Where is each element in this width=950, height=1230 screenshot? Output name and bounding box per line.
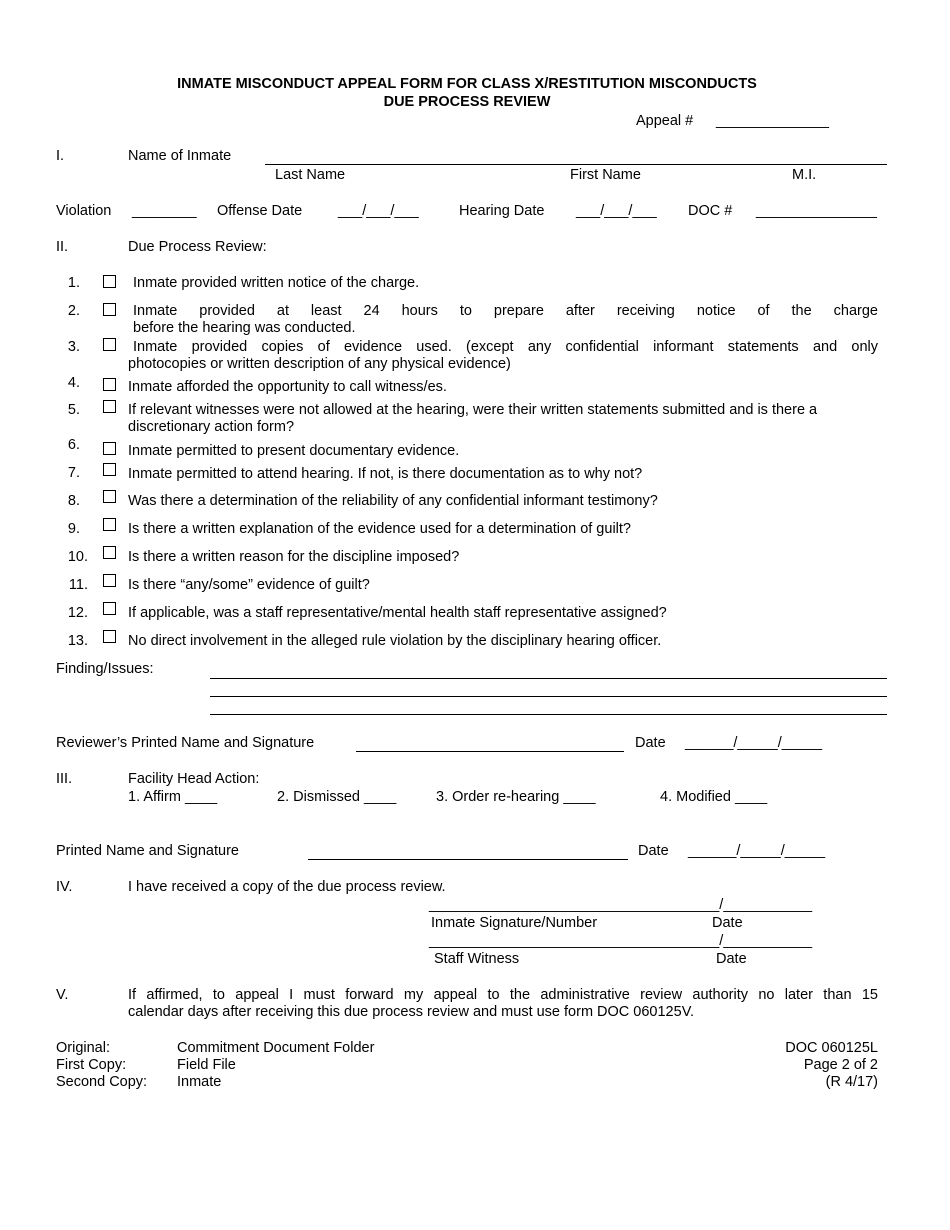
- item-number: 10.: [67, 549, 88, 565]
- section-1-numeral: I.: [56, 148, 65, 164]
- inmate-name-field[interactable]: [265, 164, 887, 165]
- hearing-date-label: Hearing Date: [459, 203, 545, 219]
- item-number: 6.: [67, 437, 80, 453]
- item-10-checkbox[interactable]: [103, 546, 116, 559]
- appeal-instruction-line-2: calendar days after receiving this due process review and must use form DOC 060125V.: [128, 1004, 695, 1020]
- offense-date-label: Offense Date: [217, 203, 303, 219]
- printed-name-signature-label: Printed Name and Signature: [56, 843, 239, 859]
- findings-line-3[interactable]: [210, 714, 887, 715]
- item-3-checkbox[interactable]: [103, 338, 116, 351]
- item-number: 8.: [67, 493, 80, 509]
- violation-field[interactable]: ________: [132, 203, 197, 219]
- section-4-numeral: IV.: [56, 879, 73, 895]
- option-order-rehearing[interactable]: 3. Order re-hearing ____: [436, 789, 596, 805]
- item-number: 13.: [67, 633, 88, 649]
- witness-date-caption: Date: [716, 951, 747, 967]
- item-5-text-cont: discretionary action form?: [128, 419, 295, 435]
- item-1-text: Inmate provided written notice of the charge.: [133, 275, 420, 291]
- item-3-text: Inmate provided copies of evidence used. (except any confidential informant statements and only: [133, 339, 878, 355]
- item-1-checkbox[interactable]: [103, 275, 116, 288]
- item-number: 7.: [67, 465, 80, 481]
- reviewer-date-label: Date: [635, 735, 666, 751]
- option-modified[interactable]: 4. Modified ____: [660, 789, 768, 805]
- appeal-number-label: Appeal #: [636, 113, 694, 129]
- staff-witness-field[interactable]: ____________________________________/___________: [429, 933, 813, 949]
- reviewer-signature-field[interactable]: [356, 751, 624, 752]
- doc-number-label: DOC #: [688, 203, 733, 219]
- printed-name-signature-field[interactable]: [308, 859, 628, 860]
- item-4-text: Inmate afforded the opportunity to call witness/es.: [128, 379, 447, 395]
- reviewer-date-field[interactable]: ______/_____/_____: [685, 735, 823, 751]
- section-5-numeral: V.: [56, 987, 69, 1003]
- form-title: INMATE MISCONDUCT APPEAL FORM FOR CLASS X/RESTITUTION MISCONDUCTS: [177, 76, 757, 92]
- item-number: 9.: [67, 521, 80, 537]
- section-2-numeral: II.: [56, 239, 69, 255]
- item-9-text: Is there a written explanation of the evidence used for a determination of guilt?: [128, 521, 631, 537]
- item-13-checkbox[interactable]: [103, 630, 116, 643]
- item-10-text: Is there a written reason for the discipline imposed?: [128, 549, 460, 565]
- facility-date-label: Date: [638, 843, 669, 859]
- hearing-date-field[interactable]: ___/___/___: [576, 203, 657, 219]
- item-12-text: If applicable, was a staff representative/mental health staff representative assigned?: [128, 605, 667, 621]
- item-7-checkbox[interactable]: [103, 463, 116, 476]
- item-7-text: Inmate permitted to attend hearing. If not, is there documentation as to why not?: [128, 466, 643, 482]
- reviewer-signature-label: Reviewer’s Printed Name and Signature: [56, 735, 315, 751]
- doc-number-field[interactable]: _______________: [756, 203, 877, 219]
- item-11-text: Is there “any/some” evidence of guilt?: [128, 577, 370, 593]
- facility-date-field[interactable]: ______/_____/_____: [688, 843, 826, 859]
- page-number: Page 2 of 2: [803, 1057, 878, 1073]
- findings-line-2[interactable]: [210, 696, 887, 697]
- first-name-caption: First Name: [570, 167, 641, 183]
- staff-witness-caption: Staff Witness: [434, 951, 520, 967]
- option-dismissed[interactable]: 2. Dismissed ____: [277, 789, 397, 805]
- item-5-checkbox[interactable]: [103, 400, 116, 413]
- item-6-text: Inmate permitted to present documentary evidence.: [128, 443, 460, 459]
- appeal-number-field[interactable]: ______________: [716, 113, 829, 129]
- inmate-signature-field[interactable]: ____________________________________/___________: [429, 897, 813, 913]
- last-name-caption: Last Name: [275, 167, 346, 183]
- form-subtitle: DUE PROCESS REVIEW: [383, 94, 551, 110]
- item-number: 12.: [67, 605, 88, 621]
- item-number: 3.: [67, 339, 80, 355]
- inmate-date-caption: Date: [712, 915, 743, 931]
- due-process-heading: Due Process Review:: [128, 239, 267, 255]
- item-11-checkbox[interactable]: [103, 574, 116, 587]
- item-2-text: Inmate provided at least 24 hours to prepare after receiving notice of the charge: [133, 303, 878, 319]
- distribution-second-copy-label: Second Copy:: [56, 1074, 148, 1090]
- revision-date: (R 4/17): [825, 1074, 878, 1090]
- appeal-instruction-line-1: If affirmed, to appeal I must forward my appeal to the administrative review authority no later than 15: [128, 987, 878, 1003]
- receipt-statement: I have received a copy of the due process review.: [128, 879, 446, 895]
- offense-date-field[interactable]: ___/___/___: [338, 203, 419, 219]
- item-number: 2.: [67, 303, 80, 319]
- item-2-text-cont: before the hearing was conducted.: [133, 320, 356, 336]
- item-5-text: If relevant witnesses were not allowed at the hearing, were their written statements submitted and is there a: [128, 402, 818, 418]
- item-8-checkbox[interactable]: [103, 490, 116, 503]
- item-2-checkbox[interactable]: [103, 303, 116, 316]
- item-13-text: No direct involvement in the alleged rule violation by the disciplinary hearing officer.: [128, 633, 662, 649]
- distribution-second-copy-value: Inmate: [177, 1074, 222, 1090]
- distribution-first-copy-value: Field File: [177, 1057, 236, 1073]
- item-number: 1.: [67, 275, 80, 291]
- violation-label: Violation: [56, 203, 112, 219]
- option-affirm[interactable]: 1. Affirm ____: [128, 789, 218, 805]
- item-number: 4.: [67, 375, 80, 391]
- distribution-original-value: Commitment Document Folder: [177, 1040, 375, 1056]
- distribution-first-copy-label: First Copy:: [56, 1057, 127, 1073]
- item-number: 5.: [67, 402, 80, 418]
- item-6-checkbox[interactable]: [103, 442, 116, 455]
- item-4-checkbox[interactable]: [103, 378, 116, 391]
- distribution-original-label: Original:: [56, 1040, 110, 1056]
- item-12-checkbox[interactable]: [103, 602, 116, 615]
- item-9-checkbox[interactable]: [103, 518, 116, 531]
- facility-head-heading: Facility Head Action:: [128, 771, 260, 787]
- section-3-numeral: III.: [56, 771, 73, 787]
- inmate-name-label: Name of Inmate: [128, 148, 232, 164]
- item-3-text-cont: photocopies or written description of any physical evidence): [128, 356, 511, 372]
- findings-label: Finding/Issues:: [56, 661, 154, 677]
- inmate-signature-caption: Inmate Signature/Number: [431, 915, 598, 931]
- item-8-text: Was there a determination of the reliability of any confidential informant testimony?: [128, 493, 658, 509]
- form-number: DOC 060125L: [785, 1040, 878, 1056]
- middle-initial-caption: M.I.: [792, 167, 817, 183]
- item-number: 11.: [68, 577, 88, 593]
- findings-line-1[interactable]: [210, 678, 887, 679]
